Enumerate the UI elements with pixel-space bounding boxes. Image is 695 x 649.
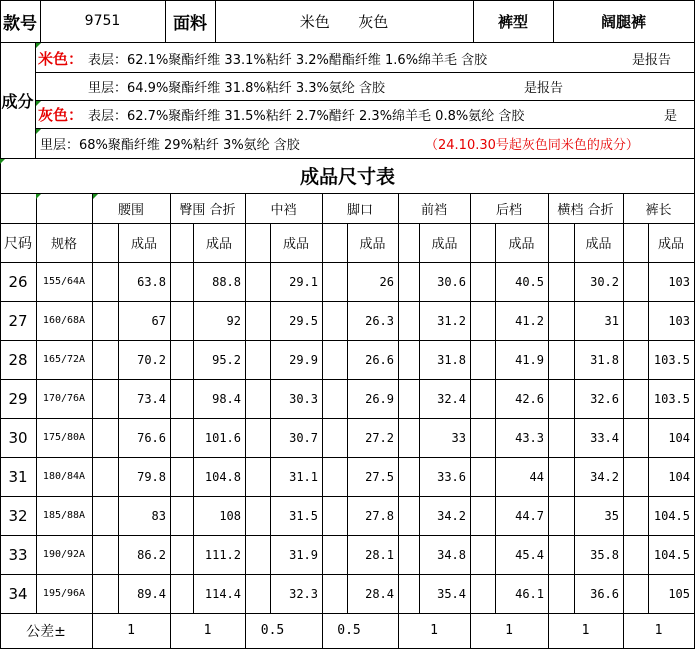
finished-column-label: 成品 [585, 237, 612, 252]
table-cell-value: 27.8 [365, 508, 394, 523]
table-cell-value: 33.4 [590, 430, 619, 445]
style-no-value: 9751 [84, 13, 121, 29]
grey-color-label: 灰色： [38, 105, 84, 124]
style-no-label: 款号 [3, 13, 37, 34]
grey-outer-composition: 表层：62.7%聚酯纤维 31.5%粘纤 2.7%醋纤 2.3%绵羊毛 0.8%氨纶 含胶 [88, 108, 525, 124]
composition-label: 成分 [1, 91, 34, 111]
beige-lining-composition: 里层：64.9%聚酯纤维 31.8%粘纤 3.3%氨纶 含胶 [88, 80, 386, 96]
beige-outer-composition: 表层：62.1%聚酯纤维 33.1%粘纤 3.2%醋酯纤维 1.6%绵羊毛 含胶 [88, 52, 488, 68]
table-cell-value: 108 [219, 508, 241, 523]
table-cell-value: 104.5 [653, 508, 690, 523]
table-cell-value: 26.6 [365, 352, 394, 367]
table-cell-value: 31 [604, 313, 619, 328]
table-row-spec: 155/64A [42, 276, 86, 287]
table-cell-value: 45.4 [515, 547, 544, 562]
table-cell-value: 28.1 [365, 547, 394, 562]
table-cell-value: 30.6 [437, 274, 466, 289]
table-cell-value: 104 [668, 430, 690, 445]
table-cell-value: 67 [151, 313, 166, 328]
table-cell-value: 32.6 [590, 391, 619, 406]
tolerance-value: 1 [581, 623, 590, 638]
table-cell-value: 30.2 [590, 274, 619, 289]
finished-column-label: 成品 [130, 237, 157, 252]
table-cell-value: 26.9 [365, 391, 394, 406]
table-cell-value: 29.5 [289, 313, 318, 328]
table-row-spec: 160/68A [42, 315, 86, 326]
size-column-label: 尺码 [4, 235, 32, 252]
grid-line [0, 193, 1, 223]
finished-column-label: 成品 [282, 237, 309, 252]
table-row-spec: 195/96A [42, 588, 86, 599]
table-cell-value: 31.1 [289, 469, 318, 484]
table-cell-value: 105 [668, 586, 690, 601]
table-row-spec: 175/80A [42, 432, 86, 443]
table-cell-value: 32.4 [437, 391, 466, 406]
grey-lining-note: （24.10.30号起灰色同米色的成分） [425, 137, 639, 153]
table-cell-value: 89.4 [137, 586, 166, 601]
table-cell-value: 29.9 [289, 352, 318, 367]
table-row-size: 29 [8, 389, 28, 408]
table-cell-value: 29.1 [289, 274, 318, 289]
table-cell-value: 31.9 [289, 547, 318, 562]
finished-column-label: 成品 [657, 237, 684, 252]
tolerance-value: 1 [505, 623, 513, 638]
comment-marker-icon [93, 194, 98, 199]
measure-header: 横档 合折 [557, 202, 614, 218]
comment-marker-icon [36, 43, 41, 48]
table-cell-value: 34.8 [437, 547, 466, 562]
grey-outer-note: 是 [664, 108, 678, 124]
tolerance-value: 1 [127, 623, 135, 638]
table-cell-value: 92 [226, 313, 241, 328]
tolerance-value: 0.5 [260, 623, 285, 638]
table-cell-value: 70.2 [137, 352, 166, 367]
pants-type-value: 阔腿裤 [600, 12, 646, 31]
table-cell-value: 103 [668, 313, 690, 328]
comment-marker-icon [36, 194, 41, 199]
table-cell-value: 103.5 [653, 352, 690, 367]
table-cell-value: 26 [379, 274, 394, 289]
table-cell-value: 35 [604, 508, 619, 523]
table-cell-value: 34.2 [437, 508, 466, 523]
table-cell-value: 31.5 [289, 508, 318, 523]
table-cell-value: 103 [668, 274, 690, 289]
tolerance-value: 1 [203, 623, 212, 638]
table-cell-value: 30.7 [289, 430, 318, 445]
table-cell-value: 104 [668, 469, 690, 484]
beige-lining-note: 是报告 [524, 80, 564, 96]
table-cell-value: 31.2 [437, 313, 466, 328]
tolerance-value: 1 [654, 623, 663, 638]
table-cell-value: 46.1 [515, 586, 544, 601]
table-row-size: 32 [8, 506, 28, 525]
table-cell-value: 31.8 [437, 352, 466, 367]
table-cell-value: 63.8 [137, 274, 166, 289]
comment-marker-icon [0, 159, 5, 164]
table-cell-value: 73.4 [137, 391, 166, 406]
table-cell-value: 104.5 [653, 547, 690, 562]
table-cell-value: 43.3 [515, 430, 544, 445]
table-cell-value: 28.4 [365, 586, 394, 601]
measure-header: 脚口 [346, 202, 373, 218]
table-cell-value: 76.6 [137, 430, 166, 445]
measure-header: 裤长 [645, 202, 672, 218]
table-cell-value: 41.9 [515, 352, 544, 367]
grey-lining-composition: 里层：68%聚酯纤维 29%粘纤 3%氨纶 含胶 [40, 137, 300, 153]
fabric-label: 面料 [173, 13, 207, 34]
comment-marker-icon [36, 101, 41, 106]
table-row-size: 34 [8, 584, 28, 603]
table-cell-value: 103.5 [653, 391, 690, 406]
measure-header: 腰围 [117, 202, 144, 218]
finished-column-label: 成品 [359, 237, 386, 252]
size-table-title: 成品尺寸表 [299, 166, 395, 188]
table-cell-value: 35.4 [437, 586, 466, 601]
table-cell-value: 88.8 [212, 274, 241, 289]
table-cell-value: 41.2 [515, 313, 544, 328]
table-row-spec: 190/92A [42, 549, 86, 560]
table-cell-value: 35.8 [590, 547, 619, 562]
fabric-colors: 米色 灰色 [299, 12, 389, 31]
table-cell-value: 33 [451, 430, 466, 445]
table-cell-value: 30.3 [289, 391, 318, 406]
table-cell-value: 111.2 [204, 547, 241, 562]
table-cell-value: 32.3 [289, 586, 318, 601]
table-row-spec: 180/84A [42, 471, 86, 482]
finished-column-label: 成品 [431, 237, 458, 252]
table-row-size: 33 [8, 545, 28, 564]
finished-column-label: 成品 [508, 237, 535, 252]
table-cell-value: 34.2 [590, 469, 619, 484]
table-row-spec: 165/72A [42, 354, 86, 365]
table-cell-value: 83 [151, 508, 166, 523]
table-cell-value: 27.5 [365, 469, 394, 484]
table-cell-value: 26.3 [365, 313, 394, 328]
table-row-spec: 185/88A [42, 510, 86, 521]
table-row-size: 27 [8, 311, 28, 330]
table-cell-value: 27.2 [365, 430, 394, 445]
table-cell-value: 36.6 [590, 586, 619, 601]
spec-column-label: 规格 [50, 237, 77, 252]
table-row-size: 31 [8, 467, 28, 486]
finished-column-label: 成品 [205, 237, 232, 252]
beige-outer-note: 是报告 [632, 52, 672, 68]
table-cell-value: 33.6 [437, 469, 466, 484]
table-row-size: 26 [8, 272, 28, 291]
table-cell-value: 98.4 [212, 391, 241, 406]
table-cell-value: 86.2 [137, 547, 166, 562]
measure-header: 后档 [495, 202, 522, 218]
tolerance-value: 1 [430, 623, 438, 638]
table-cell-value: 79.8 [137, 469, 166, 484]
table-cell-value: 114.4 [204, 586, 241, 601]
measure-header: 臀围 合折 [179, 202, 236, 218]
table-row-size: 28 [8, 350, 28, 369]
comment-marker-icon [36, 129, 41, 134]
grid-line [35, 42, 36, 158]
table-cell-value: 44.7 [515, 508, 544, 523]
tolerance-label: 公差± [26, 623, 66, 640]
table-cell-value: 95.2 [212, 352, 241, 367]
tolerance-value: 0.5 [337, 623, 361, 638]
beige-color-label: 米色： [38, 49, 84, 68]
table-cell-value: 104.8 [204, 469, 241, 484]
table-row-spec: 170/76A [42, 393, 86, 404]
table-row-size: 30 [8, 428, 28, 447]
table-cell-value: 44 [529, 469, 544, 484]
measure-header: 中裆 [270, 202, 297, 218]
table-cell-value: 42.6 [515, 391, 544, 406]
measure-header: 前裆 [420, 202, 447, 218]
table-cell-value: 101.6 [204, 430, 241, 445]
pants-type-label: 裤型 [497, 12, 528, 31]
table-cell-value: 31.8 [590, 352, 619, 367]
table-cell-value: 40.5 [515, 274, 544, 289]
grid-line [0, 42, 695, 43]
